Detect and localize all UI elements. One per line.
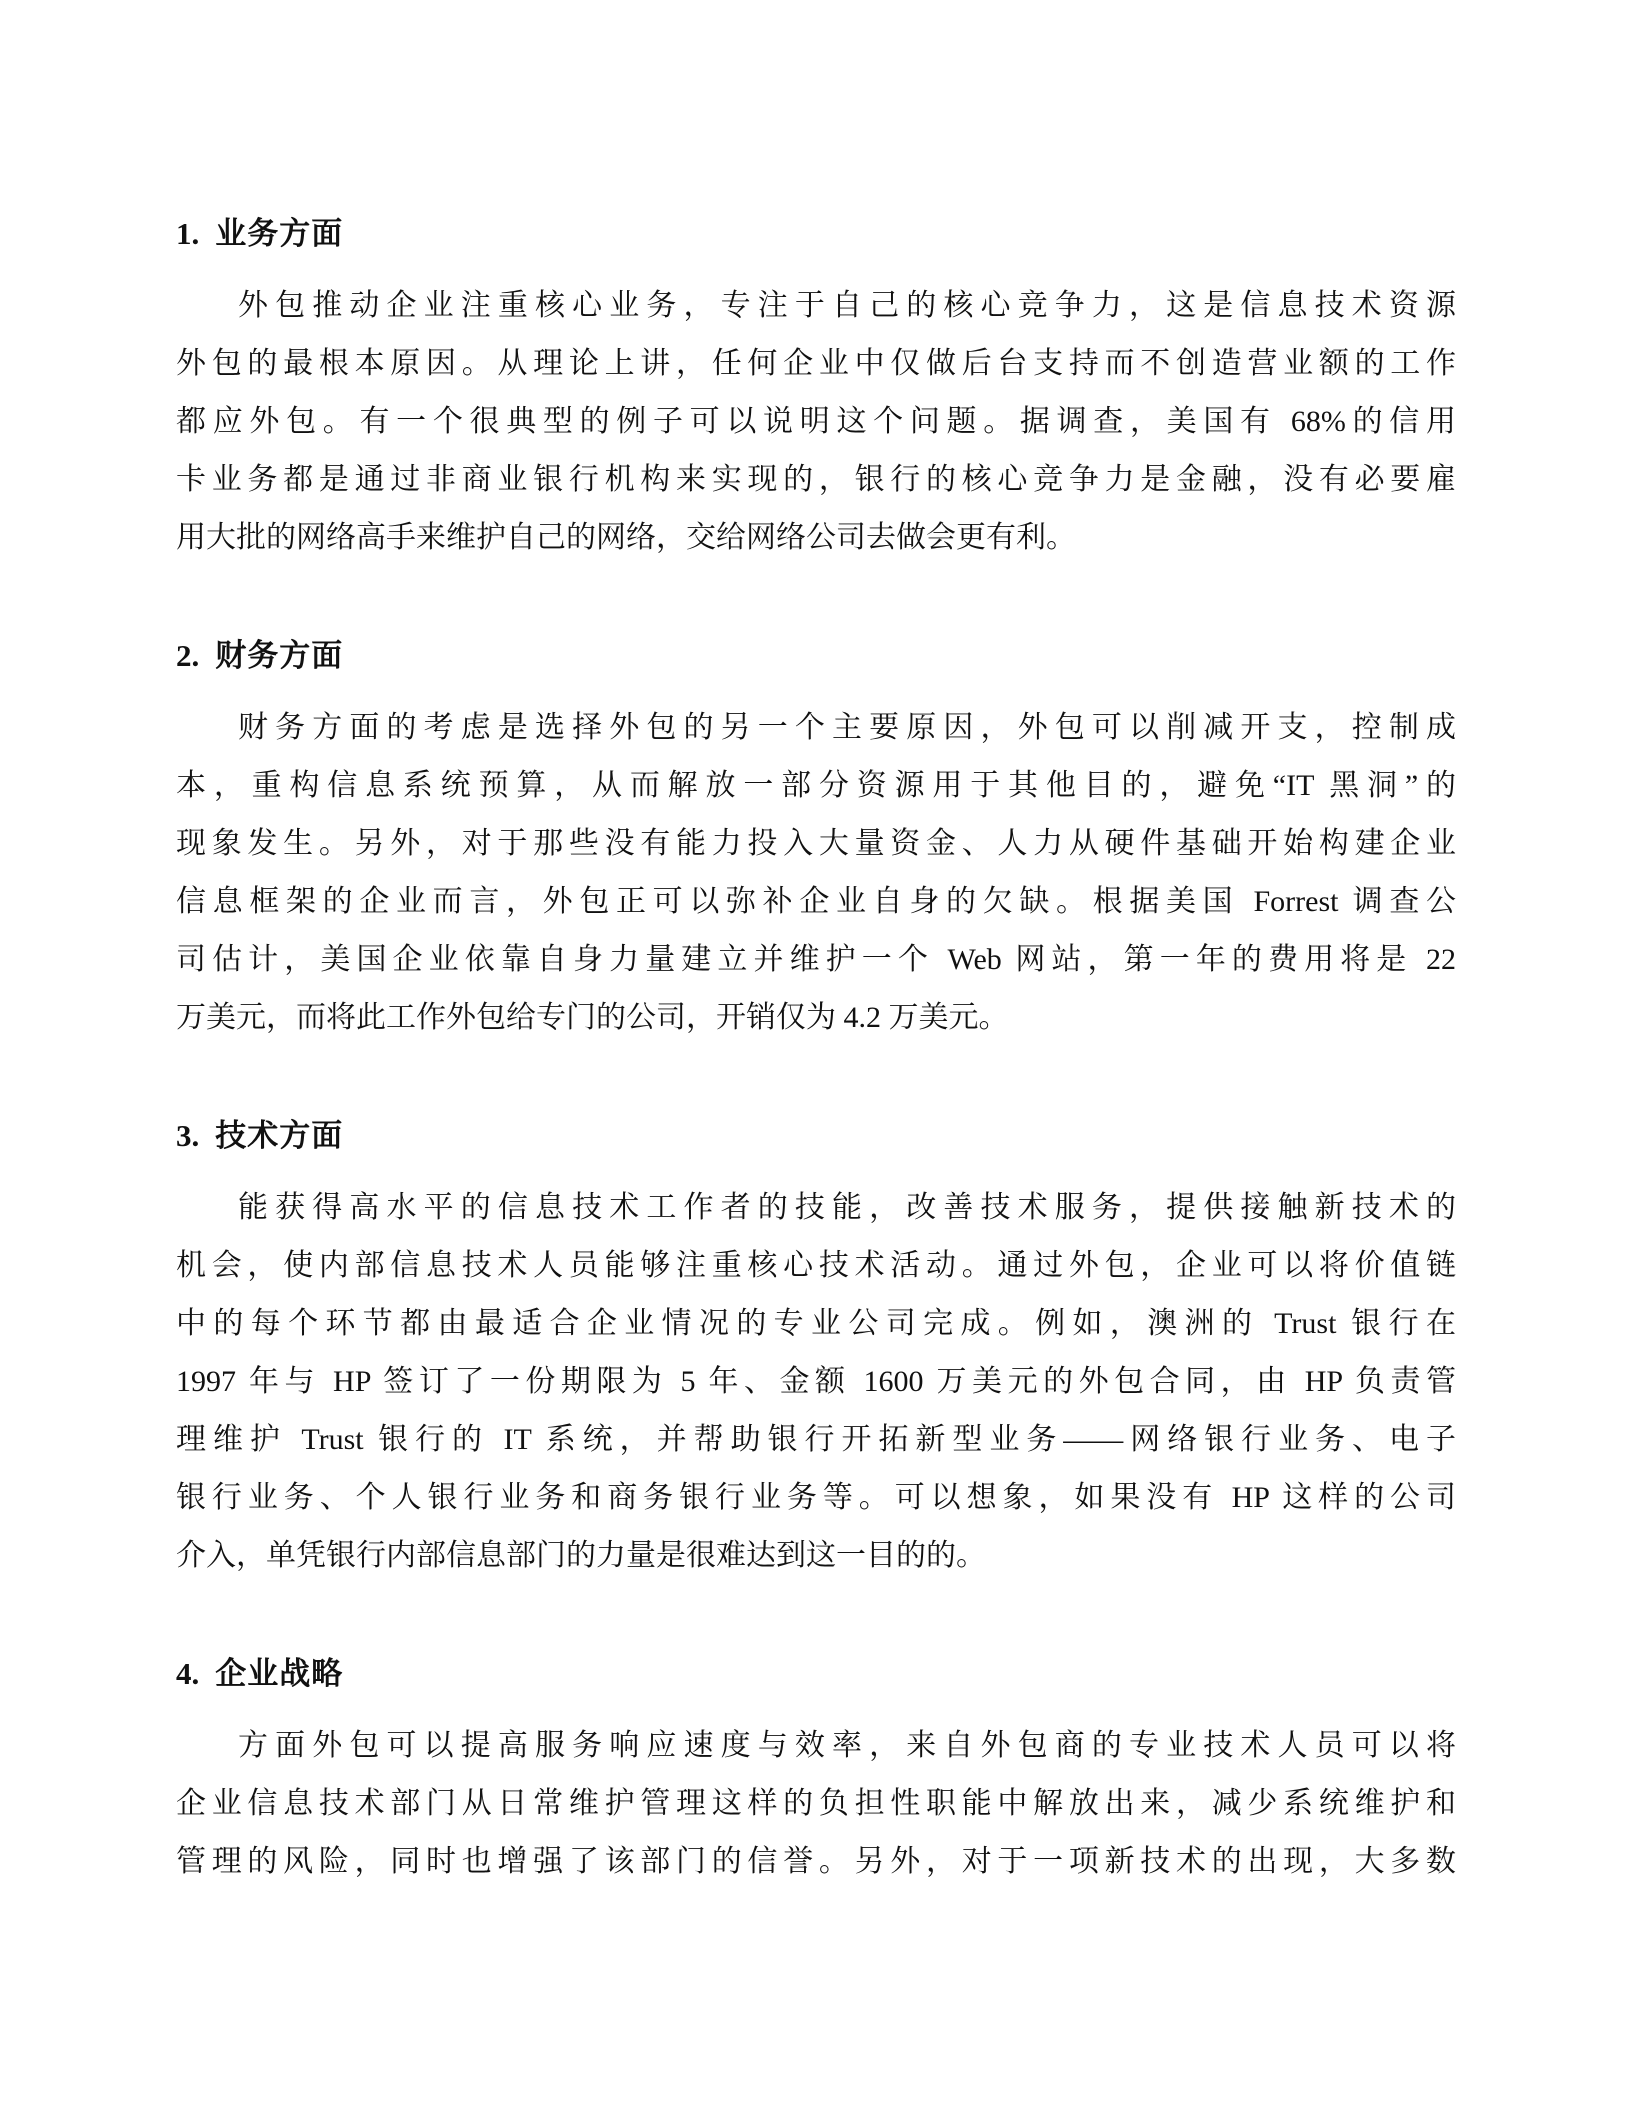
- paragraph-line: 中的每个环节都由最适合企业情况的专业公司完成。例如，澳洲的 Trust 银行在: [176, 1307, 1456, 1340]
- paragraph-line: 万美元，而将此工作外包给专门的公司，开销仅为 4.2 万美元。: [176, 1001, 1009, 1034]
- paragraph-line: 企业信息技术部门从日常维护管理这样的负担性职能中解放出来，减少系统维护和: [176, 1787, 1456, 1820]
- section-title: 财务方面: [215, 638, 344, 673]
- section-paragraph: [176, 1717, 1456, 1891]
- section-heading: [176, 205, 1456, 263]
- paragraph-line: 现象发生。另外，对于那些没有能力投入大量资金、人力从硬件基础开始构建企业: [176, 827, 1456, 860]
- paragraph-line: 都应外包。有一个很典型的例子可以说明这个问题。据调查，美国有 68%的信用: [176, 405, 1456, 438]
- paragraph-line: 银行业务、个人银行业务和商务银行业务等。可以想象，如果没有 HP 这样的公司: [176, 1481, 1456, 1514]
- section-heading: [176, 627, 1456, 685]
- section-number: 3.: [176, 1118, 200, 1153]
- section-heading: [176, 1107, 1456, 1165]
- paragraph-line: 信息框架的企业而言，外包正可以弥补企业自身的欠缺。根据美国 Forrest 调查公: [176, 885, 1456, 918]
- section-paragraph: [176, 277, 1456, 567]
- paragraph-line: 理维护 Trust 银行的 IT 系统，并帮助银行开拓新型业务——网络银行业务、电子: [176, 1423, 1456, 1456]
- paragraph-line: 外包推动企业注重核心业务，专注于自己的核心竞争力，这是信息技术资源: [238, 289, 1456, 322]
- paragraph-line: 用大批的网络高手来维护自己的网络，交给网络公司去做会更有利。: [176, 521, 1076, 554]
- section-number: 1.: [176, 216, 200, 251]
- section-heading: [176, 1645, 1456, 1703]
- section-paragraph: [176, 1179, 1456, 1585]
- document-body: [176, 205, 1456, 1891]
- paragraph-line: 卡业务都是通过非商业银行机构来实现的，银行的核心竞争力是金融，没有必要雇: [176, 463, 1456, 496]
- paragraph-line: 司估计，美国企业依靠自身力量建立并维护一个 Web 网站，第一年的费用将是 22: [176, 943, 1456, 976]
- paragraph-line: 机会，使内部信息技术人员能够注重核心技术活动。通过外包，企业可以将价值链: [176, 1249, 1456, 1282]
- paragraph-line: 外包的最根本原因。从理论上讲，任何企业中仅做后台支持而不创造营业额的工作: [176, 347, 1456, 380]
- section-number: 2.: [176, 638, 200, 673]
- paragraph-line: 财务方面的考虑是选择外包的另一个主要原因，外包可以削减开支，控制成: [238, 711, 1456, 744]
- section-title: 技术方面: [215, 1118, 344, 1153]
- paragraph-line: 能获得高水平的信息技术工作者的技能，改善技术服务，提供接触新技术的: [238, 1191, 1456, 1224]
- section-title: 企业战略: [215, 1656, 344, 1691]
- paragraph-line: 本，重构信息系统预算，从而解放一部分资源用于其他目的，避免“IT 黑洞”的: [176, 769, 1456, 802]
- paragraph-line: 方面外包可以提高服务响应速度与效率，来自外包商的专业技术人员可以将: [238, 1729, 1456, 1762]
- section-paragraph: [176, 699, 1456, 1047]
- section-title: 业务方面: [215, 216, 344, 251]
- paragraph-line: 管理的风险，同时也增强了该部门的信誉。另外，对于一项新技术的出现，大多数: [176, 1845, 1456, 1878]
- paragraph-line: 1997 年与 HP 签订了一份期限为 5 年、金额 1600 万美元的外包合同，由 HP 负责管: [176, 1365, 1456, 1398]
- section-number: 4.: [176, 1656, 200, 1691]
- paragraph-line: 介入，单凭银行内部信息部门的力量是很难达到这一目的的。: [176, 1539, 986, 1572]
